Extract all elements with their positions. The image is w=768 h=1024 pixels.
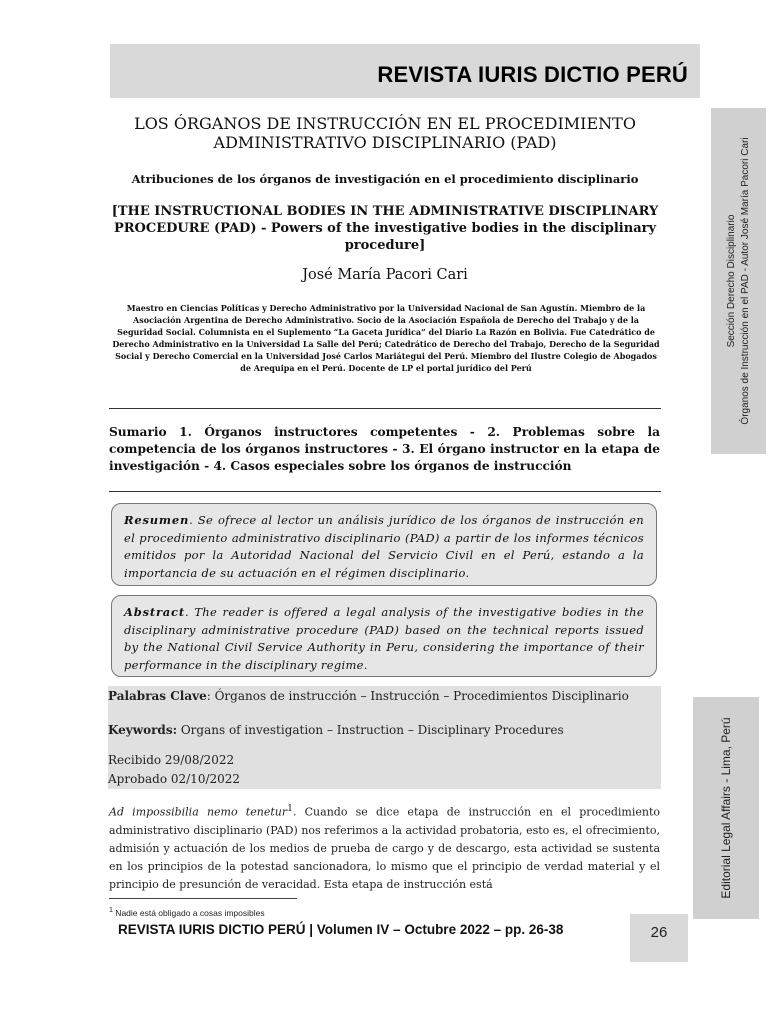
footnote-divider	[109, 898, 297, 899]
page-number: 26	[650, 924, 668, 941]
author-bio: Maestro en Ciencias Políticas y Derecho Administrativo por la Universidad Nacional de San Agustín. Miembro de la Asociación Argentina de Derecho Administrativo. Socio de la Asociación Española de Derecho del Trabajo y de la Seguridad Social. Columnista en el Suplemento “La Gaceta Jurídica” del Diario La Razón en Bolivia. Fue Catedrático de Derecho Administrativo en la Universidad La Salle del Perú; Catedrático de Derecho del Trabajo, Derecho de la Seguridad Social y Derecho Comercial en la Universidad José Carlos Mariátegui del Perú. Miembro del Ilustre Colegio de Abogados de Arequipa en el Perú. Docente de LP el portal jurídico del Perú	[112, 303, 660, 373]
footnote-text: Nadie está obligado a cosas imposibles	[112, 907, 265, 918]
journal-title: REVISTA IURIS DICTIO PERÚ	[377, 62, 688, 87]
side-tab-section-line1: Sección Derecho Disciplinario	[725, 214, 737, 348]
keywords-en	[108, 723, 564, 737]
article-subtitle: Atribuciones de los órganos de investigación en el procedimiento disciplinario	[131, 172, 639, 186]
footnote	[109, 906, 265, 918]
side-tab-publisher	[693, 697, 759, 919]
footnote-mark: 1	[109, 906, 113, 914]
article-summary: Sumario 1. Órganos instructores competentes - 2. Problemas sobre la competencia de los órganos instructores - 3. El órgano instructor en la etapa de investigación - 4. Casos especiales sobre los órganos de instrucción	[109, 425, 660, 473]
body-paragraph-text: . Cuando se dice etapa de instrucción en el procedimiento administrativo disciplinario (PAD) nos referimos a la actividad probatoria, esto es, el ofrecimiento, admisión y actuación de los medios de prueba de cargo y de descargo, esta actividad se sustenta en los principios de la potestad sancionadora, lo mismo que el principio de verdad material y el principio de presunción de veracidad. Esta etapa de instrucción está	[109, 805, 660, 891]
side-tab-publisher-text: Editorial Legal Affairs - Lima, Perú	[719, 717, 733, 899]
keywords-es-label: Palabras Clave	[108, 689, 207, 703]
footer-citation: REVISTA IURIS DICTIO PERÚ | Volumen IV – Octubre 2022 – pp. 26-38	[118, 922, 564, 937]
resumen-label: Resumen	[124, 513, 190, 527]
article-english-title: [THE INSTRUCTIONAL BODIES IN THE ADMINISTRATIVE DISCIPLINARY PROCEDURE (PAD) - Powers of the investigative bodies in the disciplinary procedure]	[111, 204, 659, 253]
abstract-text: . The reader is offered a legal analysis of the investigative bodies in the disciplinary administrative procedure (PAD) based on the technical reports issued by the National Civil Service Authority in Peru, considering the importance of their performance in the disciplinary regime.	[124, 605, 644, 672]
article-title: LOS ÓRGANOS DE INSTRUCCIÓN EN EL PROCEDIMIENTO ADMINISTRATIVO DISCIPLINARIO (PAD)	[134, 114, 636, 152]
received-date: Recibido 29/08/2022	[108, 753, 235, 767]
resumen-text: . Se ofrece al lector un análisis jurídico de los órganos de instrucción en el procedimiento administrativo disciplinario (PAD) a partir de los informes técnicos emitidos por la Autoridad Nacional del Servicio Civil en el Perú, estando a la importancia de su actuación en el régimen disciplinario.	[124, 513, 644, 580]
abstract-box	[111, 595, 657, 677]
divider-bottom	[109, 491, 661, 492]
footnote-ref[interactable]: 1	[287, 803, 293, 814]
keywords-es	[108, 689, 629, 703]
keywords-en-label: Keywords:	[108, 723, 178, 737]
author-name: José María Pacori Cari	[302, 267, 468, 283]
keywords-en-value: Organs of investigation – Instruction – Disciplinary Procedures	[177, 723, 564, 737]
abstract-label: Abstract	[124, 605, 185, 619]
header-band	[110, 44, 700, 98]
body-paragraph	[109, 800, 660, 894]
side-tab-section-text	[725, 137, 753, 424]
divider-top	[109, 408, 661, 409]
latin-phrase: Ad impossibilia nemo tenetur	[109, 805, 288, 819]
page-number-box	[630, 914, 688, 962]
keywords-es-value: : Órganos de instrucción – Instrucción – Procedimientos Disciplinario	[206, 689, 629, 703]
approved-date: Aprobado 02/10/2022	[108, 772, 241, 786]
resumen-box	[111, 503, 657, 586]
side-tab-section	[711, 108, 766, 454]
keywords-panel	[108, 686, 661, 789]
side-tab-section-line2: Órganos de Instrucción en el PAD - Autor José María Pacori Cari	[739, 137, 751, 425]
